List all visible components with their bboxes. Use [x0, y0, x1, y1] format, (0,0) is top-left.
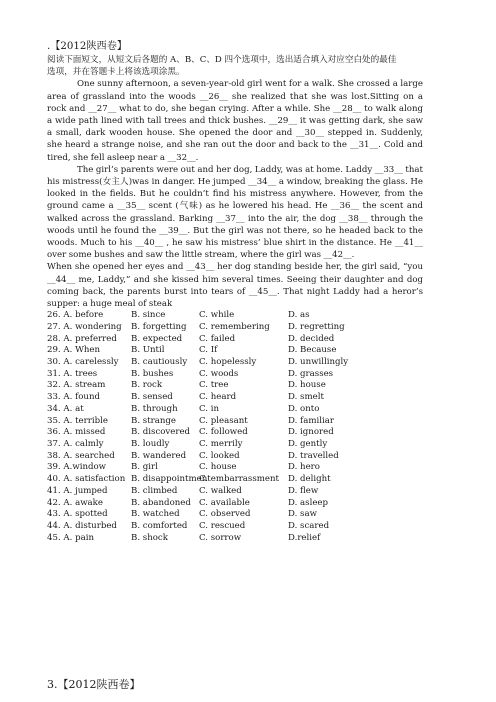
- option-c: C. rescued: [199, 520, 246, 531]
- option-d: D. ignored: [288, 427, 334, 438]
- passage-paragraph-1: One sunny afternoon, a seven-year-old girl went for a walk. She crossed a large area of grassland into the woods __26__ she realized that she was lost.Sitting on a rock and __27__ what to do, she began crying. After a while. She __28__ to walk along a wide path lined with tall trees and thick bushes. __29__ it was getting dark, she saw a small, dark wooden house. She opened the door and __30__ stepped in. Suddenly, she heard a strange noise, and she ran out the door and back to the __31__. Cold and tired, she fell asleep near a __32__.: [47, 79, 423, 163]
- option-a: 26. A. before: [47, 310, 104, 321]
- section-title: .【2012陕西卷】: [47, 41, 128, 52]
- option-b: B. disappointment: [131, 474, 211, 485]
- option-b: B. comforted: [131, 520, 188, 531]
- option-d: D. hero: [288, 462, 320, 473]
- document-page: [47, 40, 423, 544]
- option-b: B. expected: [131, 333, 183, 344]
- option-b: B. Until: [131, 345, 165, 356]
- option-b: B. forgetting: [131, 321, 187, 332]
- passage-paragraph-3: When she opened her eyes and __43__ her dog standing beside her, the girl said, “you __44__ me, Laddy,” and she kissed him several times. Seeing their daughter and dog coming back, the parents burst into tears of __45__. That night Laddy had a heror’s supper: a huge meal of steak: [47, 262, 423, 310]
- option-b: B. rock: [131, 380, 163, 391]
- option-c: C. looked: [199, 450, 240, 461]
- option-d: D. saw: [288, 509, 317, 520]
- option-d: D. scared: [288, 520, 330, 531]
- passage-paragraph-2: The girl’s parents were out and her dog, Laddy, was at home. Laddy __33__ that his mistress(女主人)was in danger. He jumped __34__ a window, breaking the glass. He looked in the fields. But he couldn’t find his mistress anywhere. However, from the ground came a __35__ scent (气味) as he lowered his head. He __36__ the scent and walked across the grassland. Barking __37__ into the air, the dog __38__ through the woods until he found the __39__. But the girl was not there, so he headed back to the woods. Much to his __40__ , he saw his mistress’ blue shirt in the distance. He __41__ over some bushes and saw the little stream, where the girl was __42__.: [47, 164, 423, 261]
- option-d: D.relief: [288, 532, 321, 543]
- answer-options: [47, 310, 423, 544]
- question-row: [47, 345, 423, 357]
- question-row: [47, 462, 423, 474]
- option-d: D. unwillingly: [288, 357, 349, 368]
- option-d: D. onto: [288, 403, 320, 414]
- option-c: C. failed: [199, 333, 236, 344]
- option-b: B. bushes: [131, 368, 174, 379]
- question-row: [47, 357, 423, 369]
- option-c: C. in: [199, 403, 220, 414]
- option-d: D. smelt: [288, 392, 324, 403]
- option-c: C. house: [199, 462, 237, 473]
- question-row: [47, 533, 423, 545]
- option-b: B. loudly: [131, 439, 170, 449]
- option-c: C. walked: [199, 485, 242, 496]
- option-d: D. regretting: [288, 321, 345, 332]
- option-a: 39. A.window: [47, 462, 107, 473]
- option-d: D. as: [288, 310, 310, 321]
- option-b: B. abandoned: [131, 497, 191, 508]
- question-row: [47, 392, 423, 404]
- option-a: 29. A. When: [47, 345, 101, 356]
- option-a: 36. A. missed: [47, 427, 106, 438]
- question-row: [47, 498, 423, 510]
- option-a: 37. A. calmly: [47, 439, 104, 449]
- option-c: C. while: [199, 310, 235, 321]
- question-row: [47, 474, 423, 486]
- option-a: 40. A. satisfaction: [47, 474, 126, 485]
- option-c: C. If: [199, 345, 218, 356]
- option-c: C. remembering: [199, 321, 270, 332]
- option-d: D. gently: [288, 439, 328, 449]
- option-a: 32. A. stream: [47, 380, 106, 391]
- instruction-text: 阅读下面短文，从短文后各题的 A、B、C、D 四个选项中，选出适合填入对应空白处的最佳选项，并在答题卡上将该选项涂黑。: [47, 55, 397, 78]
- option-a: 31. A. trees: [47, 368, 98, 379]
- question-row: [47, 404, 423, 416]
- question-row: [47, 486, 423, 498]
- option-a: 38. A. searched: [47, 450, 115, 461]
- option-b: B. wandered: [131, 450, 187, 461]
- option-d: D. travelled: [288, 450, 339, 461]
- option-c: C. tree: [199, 380, 229, 391]
- option-d: D. flew: [288, 485, 319, 496]
- option-d: D. asleep: [288, 497, 329, 508]
- option-d: D. delight: [288, 474, 331, 485]
- next-section-title: 3.【2012陕西卷】: [47, 678, 141, 691]
- option-b: B. strange: [131, 415, 176, 426]
- option-c: C. pleasant: [199, 415, 248, 426]
- option-c: C. heard: [199, 392, 237, 403]
- option-b: B. since: [131, 310, 166, 321]
- question-row: [47, 334, 423, 346]
- option-a: 41. A. jumped: [47, 485, 108, 496]
- question-row: [47, 322, 423, 334]
- question-row: [47, 380, 423, 392]
- option-a: 30. A. carelessly: [47, 357, 119, 368]
- question-row: [47, 521, 423, 533]
- option-c: C. observed: [199, 509, 251, 520]
- option-b: B. girl: [131, 462, 158, 473]
- option-a: 35. A. terrible: [47, 415, 108, 426]
- option-b: B. shock: [131, 532, 168, 543]
- option-d: D. grasses: [288, 368, 334, 379]
- option-a: 28. A. preferred: [47, 333, 117, 344]
- option-b: B. climbed: [131, 485, 178, 496]
- option-b: B. discovered: [131, 427, 191, 438]
- option-a: 33. A. found: [47, 392, 100, 403]
- question-row: [47, 451, 423, 463]
- option-c: C. woods: [199, 368, 239, 379]
- option-b: B. through: [131, 403, 178, 414]
- option-d: D. house: [288, 380, 326, 391]
- option-b: B. sensed: [131, 392, 173, 403]
- question-row: [47, 509, 423, 521]
- question-row: [47, 427, 423, 439]
- option-c: C. followed: [199, 427, 248, 438]
- option-a: 42. A. awake: [47, 497, 103, 508]
- option-d: D. familiar: [288, 415, 334, 426]
- option-c: C. merrily: [199, 439, 243, 449]
- option-c: C. hopelessly: [199, 357, 257, 368]
- option-a: 34. A. at: [47, 403, 84, 414]
- option-d: D. Because: [288, 345, 337, 356]
- question-row: [47, 369, 423, 381]
- option-a: 44. A. disturbed: [47, 520, 117, 531]
- option-a: 45. A. pain: [47, 532, 94, 543]
- option-d: D. decided: [288, 333, 335, 344]
- option-b: B. cautiously: [131, 357, 188, 368]
- option-b: B. watched: [131, 509, 180, 520]
- option-a: 43. A. spotted: [47, 509, 108, 520]
- question-row: [47, 416, 423, 428]
- question-row: [47, 310, 423, 322]
- option-c: C. embarrassment: [199, 474, 279, 485]
- question-row: [47, 439, 423, 451]
- option-a: 27. A. wondering: [47, 321, 122, 332]
- option-c: C. sorrow: [199, 532, 242, 543]
- option-c: C. available: [199, 497, 250, 508]
